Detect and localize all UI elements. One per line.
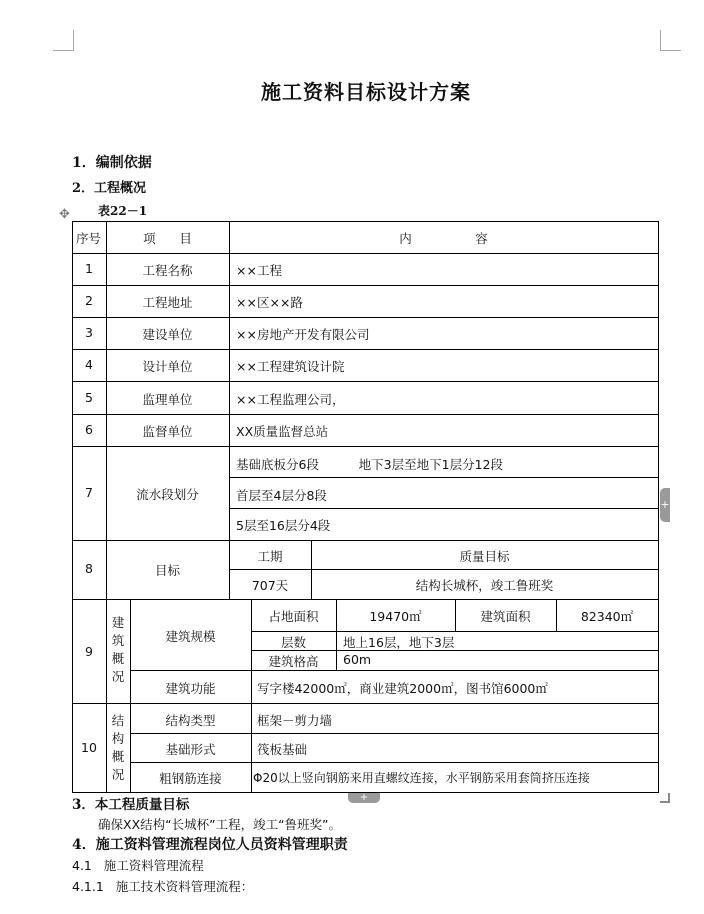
add-row-icon[interactable]: + [348,793,380,803]
row-4-content: ××工程建筑设计院 [236,359,345,374]
land-area-label: 占地面积 [268,609,319,624]
page-title: 施工资料目标设计方案 [261,80,471,104]
row-2-no: 2 [85,293,93,308]
rebar-connection-label: 粗钢筋连接 [159,771,222,786]
row-8-no: 8 [85,561,93,576]
floors-value: 地上16层，地下3层 [343,635,455,650]
structure-type-value: 框架－剪力墙 [257,713,333,728]
foundation-type-value: 筏板基础 [257,742,308,757]
header-item: 项 目 [143,231,192,246]
quality-target-label: 质量目标 [459,549,510,564]
subheading-4-1: 4.1 施工资料管理流程 [72,858,204,873]
row-3-content: ××房地产开发有限公司 [236,327,370,342]
row-1-no: 1 [85,261,93,276]
rebar-connection-value: Φ20以上竖向钢筋来用直螺纹连接，水平钢筋采用套筒挤压连接 [253,771,590,785]
row-1-content: ××工程 [236,263,282,278]
table-caption: 表22－1 [98,204,148,218]
row-3-item: 建设单位 [142,327,193,342]
row-8-item: 目标 [154,563,180,578]
building-scale-label: 建筑规模 [165,629,216,644]
heading-project-overview: 2．工程概况 [72,181,147,196]
row-9-no: 9 [85,644,93,659]
row-7-no: 7 [85,485,93,500]
row-6-item: 监督单位 [142,424,193,439]
heading-compile-basis: 1．编制依据 [72,155,152,171]
floors-label: 层数 [280,635,306,650]
subheading-4-1-1: 4.1.1 施工技术资料管理流程： [72,879,254,894]
row-5-item: 监理单位 [142,392,193,407]
period-label: 工期 [257,549,283,564]
building-function-label: 建筑功能 [165,681,216,696]
row-2-content: ××区××路 [236,295,303,310]
row-6-content: XX质量监督总站 [236,424,329,439]
row-4-no: 4 [85,357,93,372]
foundation-type-label: 基础形式 [165,742,216,757]
row-5-no: 5 [85,390,93,405]
row-3-no: 3 [85,325,93,340]
heading-quality-target: 3．本工程质量目标 [72,797,190,813]
heading-management-duties: 4．施工资料管理流程岗位人员资料管理职责 [72,837,348,853]
row-7-item: 流水段划分 [136,487,199,502]
row-7-line-3: 5层至16层分4段 [236,518,331,533]
building-function-value: 写字楼42000㎡，商业建筑2000㎡，图书馆6000㎡ [257,681,548,696]
height-label: 建筑格高 [268,654,319,669]
quality-target-value: 结构长城杯，竣工鲁班奖 [415,578,554,593]
row-4-item: 设计单位 [142,359,193,374]
row-5-content: ××工程监理公司， [236,392,345,407]
period-value: 707天 [251,578,289,593]
table-resize-handle[interactable] [660,793,670,803]
row-2-item: 工程地址 [142,295,193,310]
row-7-line-2: 首层至4层分8段 [236,488,327,503]
header-no: 序号 [76,231,102,246]
table-move-icon[interactable]: ✥ [59,207,70,222]
land-area-value: 19470㎡ [369,609,422,624]
header-content: 内 容 [399,231,488,246]
quality-target-text: 确保XX结构“长城杯”工程，竣工“鲁班奖”。 [98,817,342,832]
row-7-line-1: 基础底板分6段 地下3层至地下1层分12段 [236,457,503,472]
structure-type-label: 结构类型 [165,713,216,728]
height-value: 60m [343,652,372,667]
add-column-icon[interactable]: + [660,488,670,522]
building-area-value: 82340㎡ [580,609,634,624]
row-1-item: 工程名称 [142,263,193,278]
building-area-label: 建筑面积 [480,609,531,624]
building-overview-group-label: 建 筑 概 况 [111,615,125,684]
row-10-no: 10 [81,740,97,755]
row-6-no: 6 [85,422,93,437]
structure-overview-group-label: 结 构 概 况 [111,713,125,782]
